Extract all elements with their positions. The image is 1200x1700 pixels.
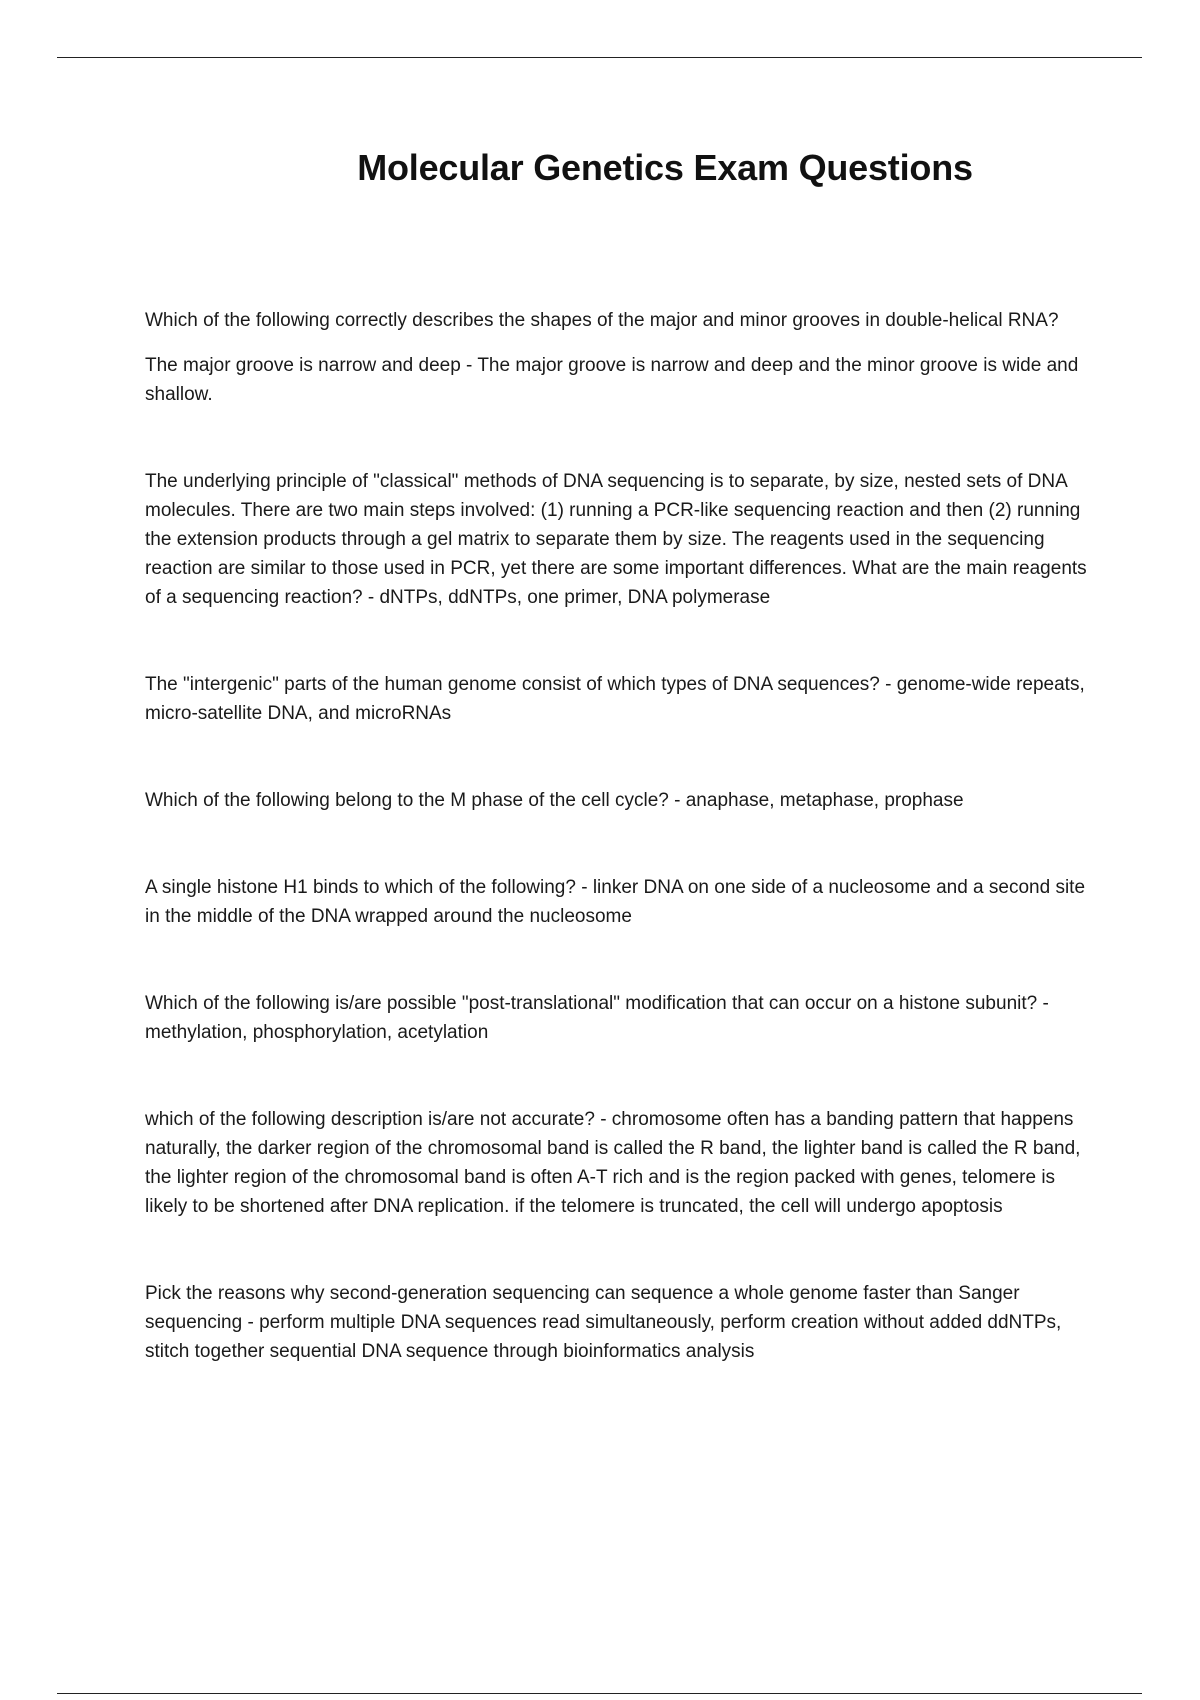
document-body <box>145 306 1090 1366</box>
question-second-generation: Pick the reasons why second-generation sequencing can sequence a whole genome faster than Sanger sequencing - perform multiple DNA sequences read simultaneously, perform creation without added ddNTPs, stitch together sequential DNA sequence through bioinformatics analysis <box>145 1283 1062 1362</box>
question-chromosome-banding: which of the following description is/are not accurate? - chromosome often has a banding pattern that happens naturally, the darker region of the chromosomal band is called the R band, the lighter band is called the R band, the lighter region of the chromosomal band is often A-T rich and is the region packed with genes, telomere is likely to be shortened after DNA replication. if the telomere is truncated, the cell will undergo apoptosis <box>145 1109 1081 1217</box>
question-histone-h1: A single histone H1 binds to which of the following? - linker DNA on one side of a nucleosome and a second site in the middle of the DNA wrapped around the nucleosome <box>145 877 1086 927</box>
question-sequencing-reagents: The underlying principle of "classical" methods of DNA sequencing is to separate, by size, nested sets of DNA molecules. There are two main steps involved: (1) running a PCR-like sequencing reaction and then (2) running the extension products through a gel matrix to separate them by size. The reagents used in the sequencing reaction are similar to those used in PCR, yet there are some important differences. What are the main reagents of a sequencing reaction? - dNTPs, ddNTPs, one primer, DNA polymerase <box>145 471 1087 608</box>
bottom-rule <box>57 1693 1142 1694</box>
question-grooves: Which of the following correctly describes the shapes of the major and minor grooves in double-helical RNA? <box>145 310 1059 331</box>
answer-grooves: The major groove is narrow and deep - The major groove is narrow and deep and the minor groove is wide and shallow. <box>145 355 1079 405</box>
question-m-phase: Which of the following belong to the M phase of the cell cycle? - anaphase, metaphase, prophase <box>145 790 964 811</box>
question-intergenic: The "intergenic" parts of the human genome consist of which types of DNA sequences? - genome-wide repeats, micro-satellite DNA, and microRNAs <box>145 674 1085 724</box>
page-title: Molecular Genetics Exam Questions <box>357 147 973 188</box>
question-post-translational: Which of the following is/are possible "post-translational" modification that can occur on a histone subunit? - methylation, phosphorylation, acetylation <box>145 993 1049 1043</box>
top-rule <box>57 57 1142 58</box>
